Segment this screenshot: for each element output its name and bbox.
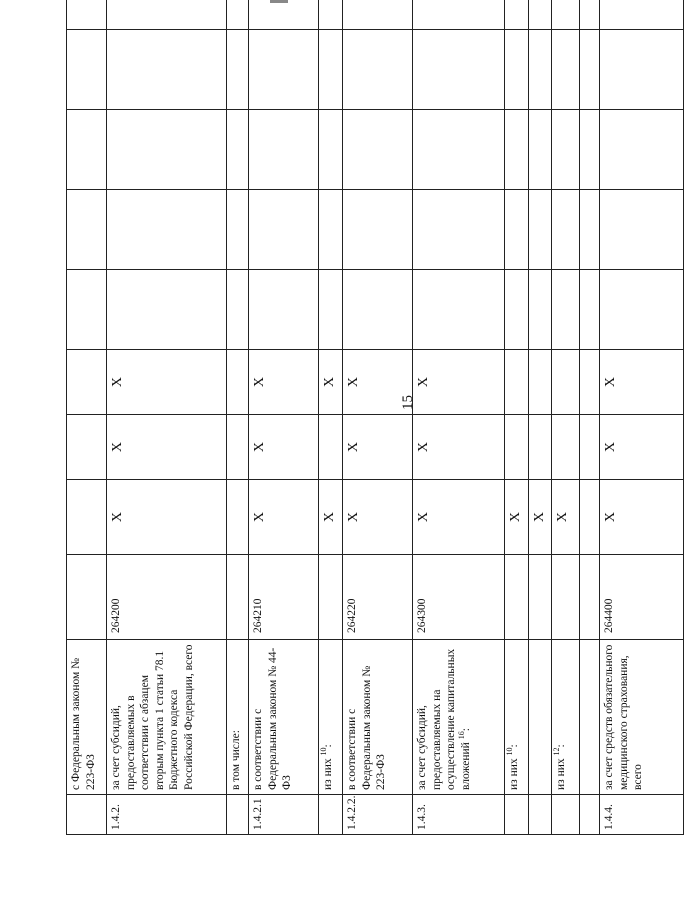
- column-6-cell: [67, 350, 107, 415]
- column-5-cell: [580, 415, 600, 480]
- row-name-cell-text: из них: [508, 755, 520, 790]
- column-4-cell: [413, 480, 505, 555]
- row-code-cell: [343, 555, 413, 640]
- column-5-cell-text: X: [110, 441, 125, 453]
- row-number-cell: [343, 795, 413, 835]
- table-row: [319, 0, 343, 835]
- column-6-cell: [580, 350, 600, 415]
- row-code-cell: [552, 555, 580, 640]
- row-number-cell: [107, 795, 227, 835]
- row-name-cell-text: с Федеральным законом № 223-ФЗ: [70, 657, 97, 790]
- empty-value-cell: [413, 190, 505, 270]
- column-4-cell-text: X: [110, 511, 125, 523]
- column-6-cell: [107, 350, 227, 415]
- column-4-cell-text: X: [322, 511, 337, 523]
- column-4-cell-text: X: [346, 511, 361, 523]
- row-code-cell-text: 264200: [110, 598, 122, 633]
- row-code-cell-text: 264400: [603, 598, 615, 633]
- table-row: [413, 0, 505, 835]
- empty-value-cell: [552, 190, 580, 270]
- column-5-cell: [319, 415, 343, 480]
- row-name-cell: [343, 640, 413, 795]
- column-6-cell: [529, 350, 552, 415]
- empty-value-cell: [343, 0, 413, 30]
- column-6-cell-text: X: [322, 376, 337, 388]
- row-number-cell: [413, 795, 505, 835]
- table-row: [580, 0, 600, 835]
- column-6-cell: [413, 350, 505, 415]
- row-number-cell: [580, 795, 600, 835]
- column-6-cell: [249, 350, 319, 415]
- row-name-cell: [107, 640, 227, 795]
- empty-value-cell: [319, 190, 343, 270]
- row-name-cell-text: за счет субсидий, предоставляемых в соответствии с абзацем вторым пункта 1 статьи 78.1 Бюджетного кодекса Российской Федерации, всего: [110, 644, 195, 790]
- row-code-cell-text: 264220: [346, 598, 358, 633]
- empty-value-cell: [343, 190, 413, 270]
- column-4-cell: [580, 480, 600, 555]
- row-code-cell: [67, 555, 107, 640]
- row-name-cell: из них $^{10}$:: [319, 640, 343, 795]
- column-4-cell-text: X: [508, 511, 523, 523]
- column-4-cell-text: X: [416, 511, 431, 523]
- row-number-cell: [552, 795, 580, 835]
- row-code-cell-text: 264300: [416, 598, 428, 633]
- row-name-cell: [529, 640, 552, 795]
- row-code-cell: [505, 555, 529, 640]
- row-name-cell-text: за счет средств обязательного медицинского страхования, всего: [603, 644, 644, 790]
- table-rotated-wrapper: [66, 20, 684, 835]
- empty-value-cell: [67, 190, 107, 270]
- row-name-cell: [227, 640, 249, 795]
- column-5-cell: [67, 415, 107, 480]
- empty-value-cell: [600, 110, 684, 190]
- row-name-cell: из них $^{12}$:: [552, 640, 580, 795]
- column-6-cell-text: X: [416, 376, 431, 388]
- row-code-cell: [227, 555, 249, 640]
- row-code-cell: [319, 555, 343, 640]
- column-5-cell: [529, 415, 552, 480]
- column-4-cell: [505, 480, 529, 555]
- empty-value-cell: [319, 270, 343, 350]
- column-4-cell-text: X: [532, 511, 547, 523]
- column-4-cell: [107, 480, 227, 555]
- row-code-cell: [107, 555, 227, 640]
- column-4-cell: [249, 480, 319, 555]
- row-name-cell: за счет субсидий, предоставляемых на осуществление капитальных вложений $^{16}$:: [413, 640, 505, 795]
- empty-value-cell: [107, 0, 227, 30]
- table-row: [107, 0, 227, 835]
- column-5-cell: [107, 415, 227, 480]
- column-6-cell: [505, 350, 529, 415]
- column-5-cell: [227, 415, 249, 480]
- column-5-cell: [505, 415, 529, 480]
- row-name-cell: [249, 640, 319, 795]
- page-number: 15: [400, 395, 416, 410]
- empty-value-cell: [249, 270, 319, 350]
- empty-value-cell: [107, 190, 227, 270]
- row-name-cell-text: в соответствии с Федеральным законом № 44-ФЗ: [252, 647, 293, 790]
- column-5-cell: [249, 415, 319, 480]
- column-6-cell-text: X: [110, 376, 125, 388]
- footnote-ref: 10: [505, 747, 515, 756]
- row-name-cell: [580, 640, 600, 795]
- column-5-cell: [413, 415, 505, 480]
- row-code-cell: [600, 555, 684, 640]
- empty-value-cell: [343, 270, 413, 350]
- empty-value-cell: [249, 110, 319, 190]
- empty-value-cell: [413, 110, 505, 190]
- table-row: [343, 0, 413, 835]
- table-row: [67, 0, 107, 835]
- footnote-ref: 12: [552, 747, 562, 756]
- row-code-cell: [413, 555, 505, 640]
- column-4-cell: [343, 480, 413, 555]
- empty-value-cell: [505, 0, 529, 30]
- row-name-cell-text: из них: [322, 755, 334, 790]
- row-number-cell: [600, 795, 684, 835]
- empty-value-cell: [529, 0, 552, 30]
- empty-value-cell: [552, 0, 580, 30]
- empty-value-cell: [319, 110, 343, 190]
- row-code-cell: [529, 555, 552, 640]
- empty-value-cell: [505, 110, 529, 190]
- empty-value-cell: [600, 30, 684, 110]
- row-name-cell-text: за счет субсидий, предоставляемых на осуществление капитальных вложений: [416, 648, 472, 790]
- empty-value-cell: [319, 0, 343, 30]
- row-number-cell-text: 1.4.4.: [603, 804, 615, 830]
- empty-value-cell: [552, 270, 580, 350]
- empty-value-cell: [227, 0, 249, 30]
- empty-value-cell: [343, 110, 413, 190]
- column-4-cell-text: X: [252, 511, 267, 523]
- row-code-cell: [580, 555, 600, 640]
- column-6-cell: [319, 350, 343, 415]
- column-4-cell: [227, 480, 249, 555]
- row-number-cell: [249, 795, 319, 835]
- table-row: [227, 0, 249, 835]
- table-body: [67, 0, 684, 835]
- column-4-cell: [600, 480, 684, 555]
- row-name-cell-text: в соответствии с Федеральным законом № 223-ФЗ: [346, 665, 387, 790]
- column-4-cell: [552, 480, 580, 555]
- empty-value-cell: [249, 190, 319, 270]
- row-code-cell-text: 264210: [252, 598, 264, 633]
- empty-value-cell: [227, 190, 249, 270]
- empty-value-cell: [227, 30, 249, 110]
- row-number-cell-text: 1.4.3.: [416, 804, 428, 830]
- empty-value-cell: [67, 0, 107, 30]
- footnote-ref: 10: [319, 747, 329, 756]
- empty-value-cell: [529, 30, 552, 110]
- empty-value-cell: [107, 270, 227, 350]
- empty-value-cell: [227, 270, 249, 350]
- row-name-cell: [600, 640, 684, 795]
- column-4-cell-text: X: [603, 511, 618, 523]
- footnote-ref: 16: [456, 731, 466, 740]
- empty-value-cell: [580, 110, 600, 190]
- column-6-cell: [600, 350, 684, 415]
- empty-value-cell: [529, 190, 552, 270]
- empty-value-cell: [529, 270, 552, 350]
- column-5-cell-text: X: [346, 441, 361, 453]
- empty-value-cell: [580, 270, 600, 350]
- column-6-cell: [227, 350, 249, 415]
- empty-value-cell: [505, 30, 529, 110]
- empty-value-cell: [552, 110, 580, 190]
- row-number-cell-text: 1.4.2.1: [252, 798, 264, 830]
- row-number-cell: [505, 795, 529, 835]
- column-6-cell: [343, 350, 413, 415]
- column-6-cell-text: X: [252, 376, 267, 388]
- empty-value-cell: [580, 190, 600, 270]
- empty-value-cell: [67, 30, 107, 110]
- column-6-cell-text: X: [603, 376, 618, 388]
- row-code-cell: [249, 555, 319, 640]
- column-5-cell-text: X: [603, 441, 618, 453]
- table-row: [249, 0, 319, 835]
- row-name-cell-text: из них: [555, 755, 567, 790]
- empty-value-cell: [600, 0, 684, 30]
- row-number-cell: [529, 795, 552, 835]
- empty-value-cell: [413, 270, 505, 350]
- column-6-cell-text: X: [346, 376, 361, 388]
- empty-value-cell: [67, 110, 107, 190]
- row-number-cell: [319, 795, 343, 835]
- column-5-cell-text: X: [416, 441, 431, 453]
- column-5-cell: [600, 415, 684, 480]
- empty-value-cell: [552, 30, 580, 110]
- empty-value-cell: [529, 110, 552, 190]
- empty-value-cell: [67, 270, 107, 350]
- table-row: [600, 0, 684, 835]
- table-row: [505, 0, 529, 835]
- column-6-cell: [552, 350, 580, 415]
- empty-value-cell: [107, 110, 227, 190]
- row-number-cell-text: 1.4.2.: [110, 804, 122, 830]
- empty-value-cell: [227, 110, 249, 190]
- column-5-cell-text: X: [252, 441, 267, 453]
- empty-value-cell: [505, 270, 529, 350]
- column-4-cell: [319, 480, 343, 555]
- empty-value-cell: [600, 270, 684, 350]
- empty-value-cell: [600, 190, 684, 270]
- row-number-cell: [67, 795, 107, 835]
- row-number-cell: [227, 795, 249, 835]
- table-row: [552, 0, 580, 835]
- empty-value-cell: [580, 30, 600, 110]
- column-4-cell-text: X: [555, 511, 570, 523]
- empty-value-cell: [107, 30, 227, 110]
- column-4-cell: [529, 480, 552, 555]
- empty-value-cell: [580, 0, 600, 30]
- column-5-cell: [552, 415, 580, 480]
- empty-value-cell: [505, 190, 529, 270]
- finance-table: [66, 0, 684, 835]
- empty-value-cell: [413, 0, 505, 30]
- empty-value-cell: [249, 0, 319, 30]
- row-name-cell: из них $^{10}$:: [505, 640, 529, 795]
- empty-value-cell: [413, 30, 505, 110]
- row-name-cell: [67, 640, 107, 795]
- column-5-cell: [343, 415, 413, 480]
- empty-value-cell: [249, 30, 319, 110]
- row-name-cell-text: в том числе:: [230, 730, 242, 790]
- empty-value-cell: [319, 30, 343, 110]
- row-number-cell-text: 1.4.2.2.: [346, 795, 358, 830]
- column-4-cell: [67, 480, 107, 555]
- empty-value-cell: [343, 30, 413, 110]
- table-row: [529, 0, 552, 835]
